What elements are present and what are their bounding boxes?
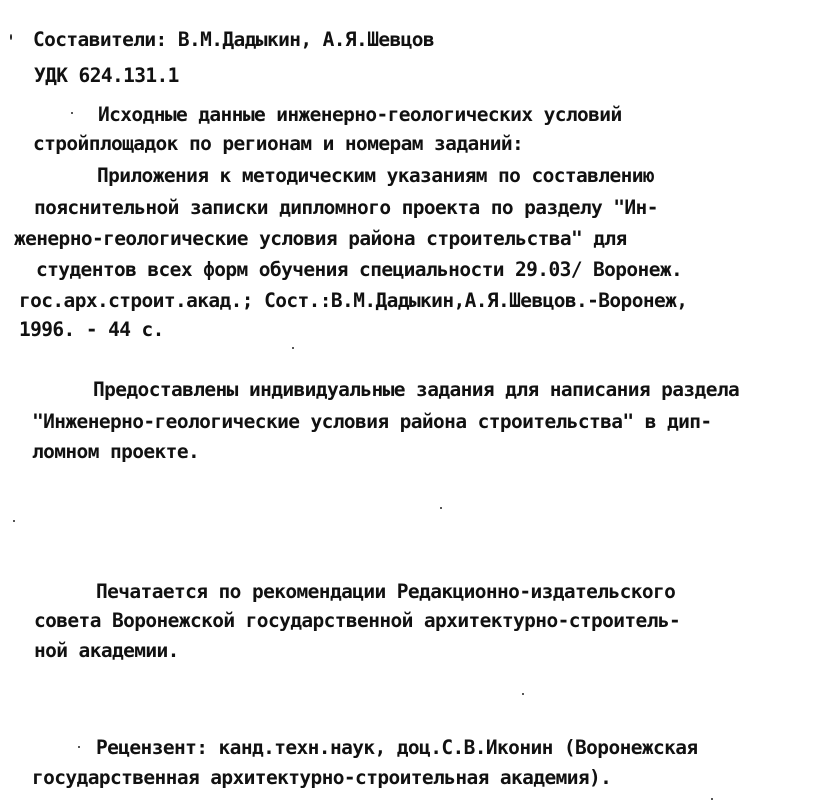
abstract-line-2: "Инженерно-геологические условия района строительства" в дип- [32,410,712,433]
compilers-line: Составители: В.М.Дадыкин, А.Я.Шевцов [33,28,435,51]
scan-speck [10,34,12,40]
scan-speck [78,746,80,748]
bibliography-line-1: Приложения к методическим указаниям по составлению [97,164,654,187]
reviewer-line-2: государственная архитектурно-строительная академия). [32,766,612,789]
bibliography-line-4: студентов всех форм обучения специальности 29.03/ Воронеж. [36,258,683,281]
approval-line-1: Печатается по рекомендации Редакционно-издательского [96,580,676,603]
title-line-2: стройплощадок по регионам и номерам заданий: [33,132,524,155]
bibliography-line-6: 1996. - 44 с. [19,318,164,341]
bibliography-line-3: женерно-геологические условия района строительства" для [14,227,627,250]
approval-line-3: ной академии. [34,639,179,662]
scan-speck [440,507,442,509]
abstract-line-3: ломном проекте. [32,440,200,463]
bibliography-line-2: пояснительной записки дипломного проекта по разделу "Ин- [34,196,658,219]
scan-speck [13,520,15,522]
abstract-line-1: Предоставлены индивидуальные задания для написания раздела [93,378,740,401]
title-line-1: Исходные данные инженерно-геологических условий [98,103,622,126]
scan-speck [522,693,524,695]
scan-speck [292,347,294,349]
approval-line-2: совета Воронежской государственной архитектурно-строитель- [34,609,681,632]
bibliography-line-5: гос.арх.строит.акад.; Сост.:В.М.Дадыкин,А.Я.Шевцов.-Воронеж, [19,289,688,312]
scan-speck [71,112,73,114]
reviewer-line-1: Рецензент: канд.техн.наук, доц.С.В.Иконин (Воронежская [96,736,698,759]
scan-speck [711,798,713,800]
udk-code: УДК 624.131.1 [34,64,179,87]
